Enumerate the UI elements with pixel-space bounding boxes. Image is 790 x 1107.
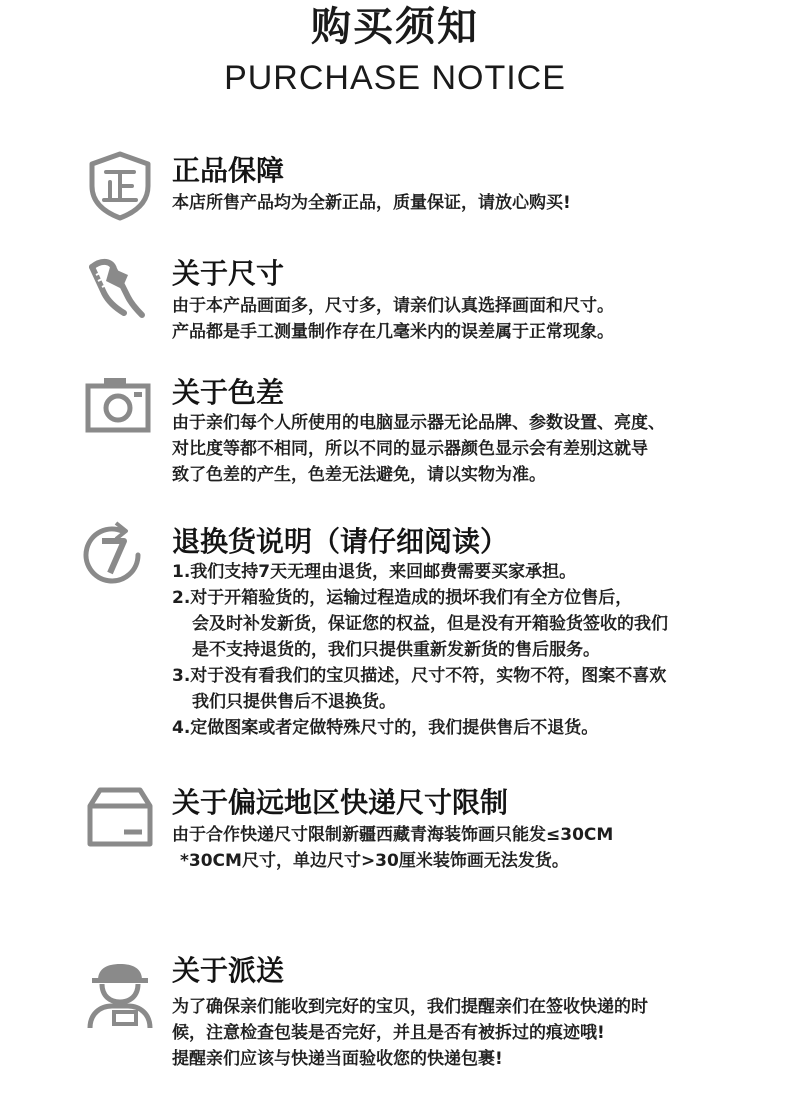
package-box-icon (84, 784, 156, 856)
section-text: 我们只提供售后不退换货。 (192, 692, 396, 712)
page-subtitle: PURCHASE NOTICE (224, 59, 566, 97)
delivery-person-icon (84, 960, 156, 1032)
section-title: 正品保障 (172, 154, 285, 187)
section-text: 2.对于开箱验货的，运输过程造成的损坏我们有全方位售后， (172, 588, 633, 608)
section-text: 本店所售产品均为全新正品，质量保证，请放心购买! (172, 193, 571, 213)
section-text: 致了色差的产生，色差无法避免，请以实物为准。 (172, 465, 546, 485)
section-title: 关于偏远地区快递尺寸限制 (172, 786, 509, 819)
section-text: 对比度等都不相同，所以不同的显示器颜色显示会有差别这就导 (172, 439, 648, 459)
section-title: 关于尺寸 (172, 257, 285, 290)
camera-icon (84, 372, 156, 444)
section-text: 由于本产品画面多，尺寸多，请亲们认真选择画面和尺寸。 (172, 296, 614, 316)
section-title: 关于派送 (172, 954, 285, 987)
section-text: *30CM尺寸，单边尺寸>30厘米装饰画无法发货。 (180, 851, 569, 871)
section-title: 退换货说明（请仔细阅读） (172, 525, 509, 558)
section-text: 为了确保亲们能收到完好的宝贝，我们提醒亲们在签收快递的时 (172, 997, 648, 1017)
section-text: 由于合作快递尺寸限制新疆西藏青海装饰画只能发≤30CM (172, 825, 614, 845)
tape-measure-icon (80, 253, 152, 325)
page-title: 购买须知 (311, 4, 479, 50)
section-text: 4.定做图案或者定做特殊尺寸的，我们提供售后不退货。 (172, 718, 599, 738)
section-text: 1.我们支持7天无理由退货，来回邮费需要买家承担。 (172, 562, 577, 582)
section-text: 会及时补发新货，保证您的权益，但是没有开箱验货签收的我们 (192, 614, 668, 634)
section-text: 候，注意检查包装是否完好，并且是否有被拆过的痕迹哦! (172, 1023, 605, 1043)
section-text: 产品都是手工测量制作存在几毫米内的误差属于正常现象。 (172, 322, 614, 342)
shield-zheng-icon (84, 150, 156, 222)
section-title: 关于色差 (172, 376, 285, 409)
seven-day-return-icon (78, 519, 150, 591)
section-text: 由于亲们每个人所使用的电脑显示器无论品牌、参数设置、亮度、 (172, 413, 665, 433)
section-text: 3.对于没有看我们的宝贝描述，尺寸不符，实物不符，图案不喜欢 (172, 666, 667, 686)
section-text: 提醒亲们应该与快递当面验收您的快递包裹! (172, 1049, 503, 1069)
section-text: 是不支持退货的，我们只提供重新发新货的售后服务。 (192, 640, 600, 660)
